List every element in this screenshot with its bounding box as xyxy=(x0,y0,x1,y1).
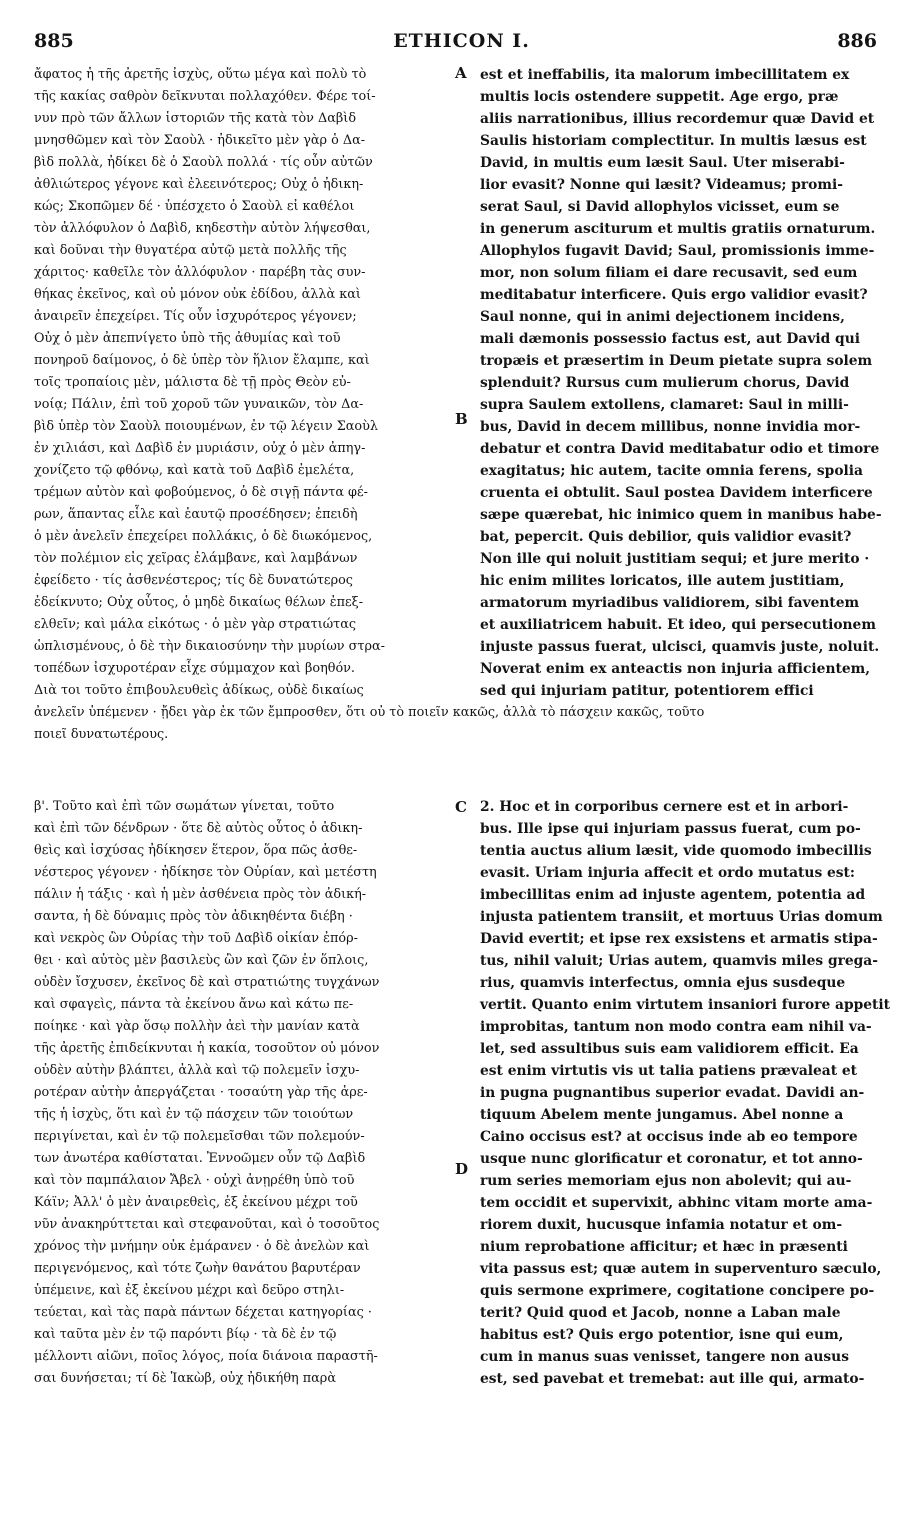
text-line: πονηροῦ δαίμονος, ὁ δὲ ὑπὲρ τὸν ἥλιον ἔλαμπε, καὶ xyxy=(34,353,370,368)
text-line: est et ineffabilis, ita malorum imbecillitatem ex xyxy=(480,67,850,83)
text-line: τῆς κακίας σαθρὸν δεῖκνυται πολλαχόθεν. Φέρε τοί- xyxy=(34,89,376,104)
text-line: terit? Quid quod et Jacob, nonne a Laban male xyxy=(480,1305,841,1321)
text-line: 2. Hoc et in corporibus cernere est et in arbori- xyxy=(480,799,849,815)
text-line: ἀθλιώτερος γέγονε καὶ ἐλεεινότερος; Οὐχ ὁ ἠδικη- xyxy=(34,177,364,192)
text-line: Κάϊν; Ἀλλ' ὁ μὲν ἀναιρεθεὶς, ἐξ ἐκείνου μέχρι τοῦ xyxy=(34,1195,358,1210)
text-line: armatorum myriadibus validiorem, sibi faventem xyxy=(480,595,860,611)
text-line: riorem duxit, hucusque infamia notatur et om- xyxy=(480,1217,843,1233)
text-line: βὶδ ὑπὲρ τὸν Σαοὺλ ποιουμένων, ἐν τῷ λέγειν Σαοὺλ xyxy=(34,419,378,434)
text-line: καὶ νεκρὸς ὢν Οὐρίας τὴν τοῦ Δαβὶδ οἰκίαν ἐπόρ- xyxy=(34,931,358,946)
text-line: μνησθῶμεν καὶ τὸν Σαοὺλ · ἠδικεῖτο μὲν γὰρ ὁ Δα- xyxy=(34,133,366,148)
text-line: bus. Ille ipse qui injuriam passus fuerat, cum po- xyxy=(480,821,861,837)
text-line: ἄφατος ἡ τῆς ἀρετῆς ἰσχὺς, οὕτω μέγα καὶ πολὺ τὸ xyxy=(34,67,367,82)
text-line: τὸν πολέμιον εἰς χεῖρας ἐλάμβανε, καὶ λαμβάνων xyxy=(34,551,358,566)
text-line: est, sed pavebat et tremebat: aut ille qui, armato- xyxy=(480,1371,865,1387)
text-line: serat Saul, si David allophylos vicisset, eum se xyxy=(480,199,840,215)
text-line: ὡπλισμένους, ὁ δὲ τὴν δικαιοσύνην τὴν μυρίων στρα- xyxy=(34,639,385,654)
text-line: rius, quamvis interfectus, omnia ejus susdeque xyxy=(480,975,846,991)
text-line: evasit. Uriam injuria affecit et ordo mutatus est: xyxy=(480,865,856,881)
text-line: Allophylos fugavit David; Saul, promissionis imme- xyxy=(480,243,875,259)
greek-full-width-tail xyxy=(34,702,704,746)
text-line: καὶ ἐπὶ τῶν δένδρων · ὅτε δὲ αὐτὸς οὗτος ὁ ἀδικη- xyxy=(34,821,363,836)
left-page-number: 885 xyxy=(34,30,74,52)
text-line: Noverat enim ex anteactis non injuria afficientem, xyxy=(480,661,871,677)
text-line: mor, non solum filiam ei dare recusavit, sed eum xyxy=(480,265,858,281)
text-line: debatur et contra David meditabatur odio et timore xyxy=(480,441,880,457)
text-line: sed qui injuriam patitur, potentiorem effici xyxy=(480,683,814,699)
text-line: supra Saulem extollens, clamaret: Saul in milli- xyxy=(480,397,849,413)
text-line: imbecillitas enim ad injuste agentem, potentia ad xyxy=(480,887,866,903)
text-line: χάριτος· καθεῖλε τὸν ἀλλόφυλον · παρέβη τὰς συν- xyxy=(34,265,366,280)
text-line: rum series memoriam ejus non abolevit; qui au- xyxy=(480,1173,852,1189)
text-line: improbitas, tantum non modo contra eam nihil va- xyxy=(480,1019,872,1035)
text-line: τῆς ἀρετῆς ἐπιδείκνυται ἡ κακία, τοσοῦτον οὐ μόνον xyxy=(34,1041,380,1056)
text-line: exagitatus; hic autem, tacite omnia ferens, spolia xyxy=(480,463,863,479)
text-line: vertit. Quanto enim virtutem insaniori furore appetit xyxy=(480,997,891,1013)
text-line: et auxiliatricem habuit. Et ideo, qui persecutionem xyxy=(480,617,876,633)
text-line: τοπέδων ἰσχυροτέραν εἶχε σύμμαχον καὶ βοηθόν. xyxy=(34,661,355,676)
text-line: let, sed assultibus suis eam validiorem efficit. Ea xyxy=(480,1041,859,1057)
text-line: tiquum Abelem mente jungamus. Abel nonne a xyxy=(480,1107,844,1123)
text-line: bat, pepercit. Quis debilior, quis validior evasit? xyxy=(480,529,852,545)
right-page-number: 886 xyxy=(837,30,877,52)
text-line: καὶ σφαγεὶς, πάντα τὰ ἐκείνου ἄνω καὶ κάτω πε- xyxy=(34,997,354,1012)
text-line: νέστερος γέγονεν · ἠδίκησε τὸν Οὐρίαν, καὶ μετέστη xyxy=(34,865,377,880)
text-line: cruenta ei obtulit. Saul postea Davidem interficere xyxy=(480,485,873,501)
text-line: mali dæmonis possessio factus est, aut David qui xyxy=(480,331,860,347)
text-line: οὐδὲν αὐτὴν βλάπτει, ἀλλὰ καὶ τῷ πολεμεῖν ἰσχυ- xyxy=(34,1063,360,1078)
text-line: καὶ τὸν παμπάλαιον Ἄβελ · οὐχὶ ἀνῃρέθη ὑπὸ τοῦ xyxy=(34,1173,355,1188)
text-line: Caino occisus est? at occisus inde ab eo tempore xyxy=(480,1129,858,1145)
margin-marker-b: B xyxy=(455,410,468,428)
text-line: ελθεῖν; καὶ μάλα εἰκότως · ὁ μὲν γὰρ στρατιώτας xyxy=(34,617,357,632)
running-title: ETHICON I. xyxy=(393,30,530,52)
text-line: Οὐχ ὁ μὲν ἀπεπνίγετο ὑπὸ τῆς ἀθυμίας καὶ τοῦ xyxy=(34,331,341,346)
text-line: nium reprobatione afficitur; et hæc in præsenti xyxy=(480,1239,848,1255)
text-line: David, in multis eum læsit Saul. Uter miserabi- xyxy=(480,155,845,171)
text-line: splenduit? Rursus cum mulierum chorus, David xyxy=(480,375,850,391)
text-line: vita passus est; quæ autem in superventuro sæculo, xyxy=(480,1261,882,1277)
text-line: περιγενόμενος, καὶ τότε ζωὴν θανάτου βαρυτέραν xyxy=(34,1261,361,1276)
text-line: σαι δυνήσεται; τί δὲ Ἰακὼβ, οὐχ ἠδικήθη παρὰ xyxy=(34,1371,336,1386)
text-line: χονίζετο τῷ φθόνῳ, καὶ κατὰ τοῦ Δαβὶδ ἐμελέτα, xyxy=(34,463,355,478)
text-line: νοίᾳ; Πάλιν, ἐπὶ τοῦ χοροῦ τῶν γυναικῶν, τὸν Δα- xyxy=(34,397,364,412)
text-line: χρόνος τὴν μνήμην οὐκ ἐμάρανεν · ὁ δὲ ἀνελὼν καὶ xyxy=(34,1239,370,1254)
text-line: ποιεῖ δυνατωτέρους. xyxy=(34,727,169,742)
text-line: in pugna pugnantibus superior evadat. Davidi an- xyxy=(480,1085,865,1101)
text-line: ροτέραν αὐτὴν ἀπεργάζεται · τοσαύτη γὰρ τῆς ἀρε- xyxy=(34,1085,368,1100)
text-line: ρων, ἅπαντας εἷλε καὶ ἑαυτῷ προσέδησεν; ἐπειδὴ xyxy=(34,507,358,522)
text-line: καὶ δοῦναι τὴν θυγατέρα αὐτῷ μετὰ πολλῆς τῆς xyxy=(34,243,347,258)
text-line: θήκας ἐκεῖνος, καὶ οὐ μόνον οὐκ ἐδίδου, ἀλλὰ καὶ xyxy=(34,287,361,302)
text-line: Διὰ τοι τοῦτο ἐπιβουλευθεὶς ἀδίκως, οὐδὲ δικαίως xyxy=(34,683,364,698)
text-line: Saulis historiam complectitur. In multis læsus est xyxy=(480,133,867,149)
text-line: sæpe quærebat, hic inimico quem in manibus habe- xyxy=(480,507,882,523)
text-line: bus, David in decem millibus, nonne invidia mor- xyxy=(480,419,861,435)
latin-column-section-1 xyxy=(480,64,882,702)
text-line: Saul nonne, qui in animi dejectionem incidens, xyxy=(480,309,845,325)
text-line: πάλιν ἡ τάξις · καὶ ἡ μὲν ἀσθένεια πρὸς τὸν ἀδική- xyxy=(34,887,367,902)
text-line: est enim virtutis vis ut talia patiens prævaleat et xyxy=(480,1063,858,1079)
text-line: τοῖς τροπαίοις μὲν, μάλιστα δὲ τῇ πρὸς Θεὸν εὐ- xyxy=(34,375,351,390)
margin-marker-a: A xyxy=(455,64,467,82)
text-line: νυν πρὸ τῶν ἄλλων ἱστοριῶν τῆς κατὰ τὸν Δαβὶδ xyxy=(34,111,357,126)
text-line: tem occidit et supervixit, abhinc vitam morte ama- xyxy=(480,1195,873,1211)
text-line: tus, nihil valuit; Urias autem, quamvis miles grega- xyxy=(480,953,878,969)
text-line: σαντα, ἡ δὲ δύναμις πρὸς τὸν ἀδικηθέντα διέβη · xyxy=(34,909,353,924)
text-line: cum in manus suas venisset, tangere non ausus xyxy=(480,1349,849,1365)
text-line: θει · καὶ αὐτὸς μὲν βασιλεὺς ὢν καὶ ζῶν ἐν ὅπλοις, xyxy=(34,953,369,968)
text-line: hic enim milites loricatos, ille autem justitiam, xyxy=(480,573,845,589)
text-line: lior evasit? Nonne qui læsit? Videamus; promi- xyxy=(480,177,843,193)
text-line: καὶ ταῦτα μὲν ἐν τῷ παρόντι βίῳ · τὰ δὲ ἐν τῷ xyxy=(34,1327,337,1342)
greek-column-section-1 xyxy=(34,64,385,702)
text-line: ἐδείκνυτο; Οὐχ οὗτος, ὁ μηδὲ δικαίως θέλων ἐπεξ- xyxy=(34,595,364,610)
text-line: ὁ μὲν ἀνελεῖν ἐπεχείρει πολλάκις, ὁ δὲ διωκόμενος, xyxy=(34,529,373,544)
text-line: κώς; Σκοπῶμεν δέ · ὑπέσχετο ὁ Σαοὺλ εἰ καθέλοι xyxy=(34,199,355,214)
text-line: injusta patientem transiit, et mortuus Urias domum xyxy=(480,909,883,925)
text-line: μέλλοντι αἰῶνι, ποῖος λόγος, ποία διάνοια παραστῆ- xyxy=(34,1349,378,1364)
text-line: ἀναιρεῖν ἐπεχείρει. Τίς οὖν ἰσχυρότερος γέγονεν; xyxy=(34,309,357,324)
greek-column-section-2 xyxy=(34,796,379,1390)
text-line: νῦν ἀνακηρύττεται καὶ στεφανοῦται, καὶ ὁ τοσοῦτος xyxy=(34,1217,380,1232)
text-line: quis sermone exprimere, cogitatione concipere po- xyxy=(480,1283,875,1299)
text-line: των ἀνωτέρα καθίσταται. Ἐννοῶμεν οὖν τῷ Δαβὶδ xyxy=(34,1151,366,1166)
text-line: David evertit; et ipse rex exsistens et armatis stipa- xyxy=(480,931,878,947)
margin-marker-c: C xyxy=(455,798,467,816)
text-line: οὐδὲν ἴσχυσεν, ἐκεῖνος δὲ καὶ στρατιώτης τυγχάνων xyxy=(34,975,380,990)
text-line: injuste passus fuerat, ulcisci, quamvis juste, noluit. xyxy=(480,639,880,655)
latin-column-section-2 xyxy=(480,796,890,1390)
text-line: β'. Τοῦτο καὶ ἐπὶ τῶν σωμάτων γίνεται, τοῦτο xyxy=(34,799,335,814)
text-line: usque nunc glorificatur et coronatur, et tot anno- xyxy=(480,1151,863,1167)
text-line: ὑπέμεινε, καὶ ἐξ ἐκείνου μέχρι καὶ δεῦρο στηλι- xyxy=(34,1283,345,1298)
text-line: tentia auctus alium læsit, vide quomodo imbecillis xyxy=(480,843,872,859)
text-line: βὶδ πολλὰ, ἠδίκει δὲ ὁ Σαοὺλ πολλά · τίς οὖν αὐτῶν xyxy=(34,155,373,170)
text-line: tropæis et præsertim in Deum pietate supra solem xyxy=(480,353,873,369)
text-line: ἐφείδετο · τίς ἀσθενέστερος; τίς δὲ δυνατώτερος xyxy=(34,573,353,588)
text-line: in generum asciturum et multis gratiis ornaturum. xyxy=(480,221,876,237)
text-line: θεὶς καὶ ἰσχύσας ἠδίκησεν ἕτερον, ὅρα πῶς ἀσθε- xyxy=(34,843,358,858)
text-line: habitus est? Quis ergo potentior, isne qui eum, xyxy=(480,1327,844,1343)
text-line: τρέμων αὐτὸν καὶ φοβούμενος, ὁ δὲ σιγῇ πάντα φέ- xyxy=(34,485,368,500)
text-line: meditabatur interficere. Quis ergo validior evasit? xyxy=(480,287,868,303)
text-line: τεύεται, καὶ τὰς παρὰ πάντων δέχεται κατηγορίας · xyxy=(34,1305,372,1320)
text-line: ἐν χιλιάσι, καὶ Δαβὶδ ἐν μυριάσιν, οὐχ ὁ μὲν ἀπηγ- xyxy=(34,441,366,456)
text-line: ἀνελεῖν ὑπέμενεν · ᾔδει γὰρ ἐκ τῶν ἔμπροσθεν, ὅτι οὐ τὸ ποιεῖν κακῶς, ἀλλὰ τὸ πάσχειν κακῶς, τοῦτο xyxy=(34,705,705,720)
text-line: aliis narrationibus, illius recordemur quæ David et xyxy=(480,111,875,127)
margin-marker-d: D xyxy=(455,1160,469,1178)
text-line: Non ille qui noluit justitiam sequi; et jure merito · xyxy=(480,551,870,567)
text-line: τῆς ἡ ἰσχὺς, ὅτι καὶ ἐν τῷ πάσχειν τῶν τοιούτων xyxy=(34,1107,354,1122)
text-line: τὸν ἀλλόφυλον ὁ Δαβὶδ, κηδεστὴν αὐτὸν λήψεσθαι, xyxy=(34,221,371,236)
text-line: περιγίνεται, καὶ ἐν τῷ πολεμεῖσθαι τῶν πολεμούν- xyxy=(34,1129,365,1144)
text-line: ποίηκε · καὶ γὰρ ὅσῳ πολλὴν ἀεὶ τὴν μανίαν κατὰ xyxy=(34,1019,360,1034)
text-line: multis locis ostendere suppetit. Age ergo, præ xyxy=(480,89,839,105)
